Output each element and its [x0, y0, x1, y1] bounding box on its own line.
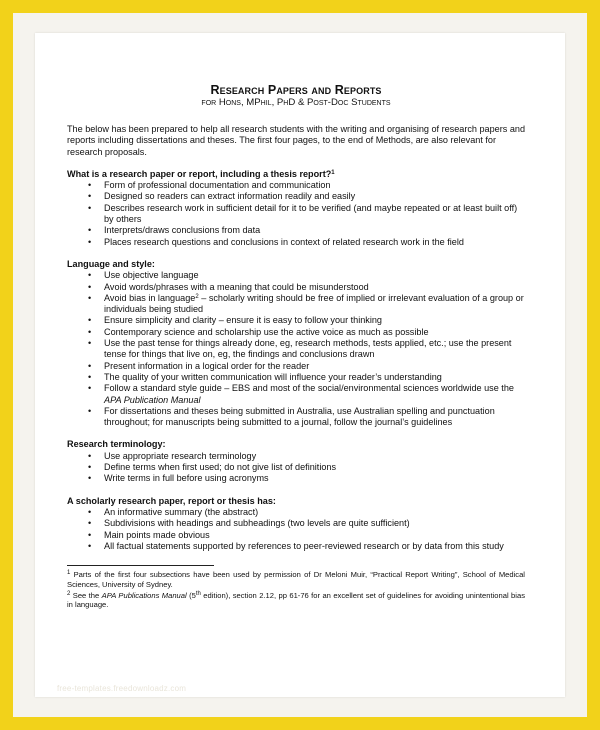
- bullet-list: [67, 507, 525, 552]
- list-item-text: Use objective language: [104, 270, 199, 281]
- footnote-text: (5: [186, 590, 196, 600]
- list-item-text: Interprets/draws conclusions from data: [104, 225, 261, 236]
- italic-title: APA Publications Manual: [101, 590, 187, 600]
- bullet-list: [67, 180, 525, 248]
- list-item: [67, 237, 525, 248]
- list-item-text: Contemporary science and scholarship use the active voice as much as possible: [104, 326, 429, 337]
- list-item-text: Use the past tense for things already done, eg, research methods, tests applied, etc.; use the present tense for things that live on, eg, the findings and conclusions drawn: [104, 338, 512, 360]
- intro-paragraph: The below has been prepared to help all research students with the writing and organising of research papers and reports including dissertations and theses. The first four pages, to the end of Methods, are also relevant for research proposals.: [67, 124, 525, 157]
- footnote-mark: 1: [67, 570, 71, 577]
- document-subtitle: for Hons, MPhil, PhD & Post-Doc Students: [201, 97, 391, 108]
- list-item: [67, 327, 525, 338]
- footnote-text: edition), section 2.12, pp 61-76 for an excellent set of guidelines for avoiding unintentional bias in language.: [67, 590, 525, 610]
- document-page: [35, 33, 565, 697]
- list-item: [67, 293, 525, 316]
- section-heading: [67, 496, 525, 507]
- footnote-ref: 1: [331, 169, 335, 176]
- list-item: [67, 282, 525, 293]
- footnote-ref: 2: [195, 293, 199, 300]
- list-item-text: Places research questions and conclusions in context of related research work in the field: [104, 236, 464, 247]
- list-item: [67, 180, 525, 191]
- list-item-text: Follow a standard style guide – EBS and most of the social/environmental sciences worldwide use the: [104, 383, 514, 394]
- document-content: [67, 83, 525, 612]
- section-heading: [67, 169, 525, 180]
- watermark-text: free-templates.freedownloadz.com: [57, 684, 187, 693]
- list-item: [67, 383, 525, 406]
- list-item-text: All factual statements supported by references to peer-reviewed research or by data from this study: [104, 540, 504, 551]
- footnote-mark: 2: [67, 590, 71, 597]
- sections-container: [67, 169, 525, 552]
- section-heading-text: What is a research paper or report, including a thesis report?: [67, 168, 332, 179]
- list-item-text: Define terms when first used; do not give list of definitions: [104, 462, 337, 473]
- list-item: [67, 530, 525, 541]
- ordinal-suffix: th: [195, 590, 201, 597]
- list-item-text: An informative summary (the abstract): [104, 506, 259, 517]
- list-item: [67, 451, 525, 462]
- list-item: [67, 507, 525, 518]
- bullet-list: [67, 270, 525, 428]
- list-item: [67, 473, 525, 484]
- footnote-text: Parts of the first four subsections have been used by permission of Dr Meloni Muir, “Practical Report Writing”, School of Medical Sciences, University of Sydney.: [67, 570, 525, 589]
- italic-title: APA Publication Manual: [104, 394, 201, 405]
- list-item-text: – scholarly writing should be free of implied or irrelevant evaluation of a group or individuals being studied: [104, 292, 524, 315]
- bullet-list: [67, 451, 525, 485]
- document-title: Research Papers and Reports: [210, 83, 382, 97]
- list-item: [67, 372, 525, 383]
- list-item: [67, 203, 525, 226]
- list-item: [67, 518, 525, 529]
- section-heading: [67, 259, 525, 270]
- list-item: [67, 462, 525, 473]
- footnote: [67, 570, 525, 589]
- list-item: [67, 270, 525, 281]
- list-item-text: Form of professional documentation and communication: [104, 180, 331, 191]
- footnote-text: See the: [70, 590, 102, 600]
- list-item: [67, 338, 525, 361]
- list-item-text: Main points made obvious: [104, 529, 210, 540]
- list-item-text: Ensure simplicity and clarity – ensure it is easy to follow your thinking: [104, 315, 382, 326]
- list-item: [67, 191, 525, 202]
- list-item-text: Describes research work in sufficient detail for it to be verified (and maybe repeated or at least built off) by others: [104, 202, 518, 225]
- footnote-divider: [67, 565, 214, 566]
- list-item-text: Subdivisions with headings and subheadings (two levels are quite sufficient): [104, 518, 410, 529]
- list-item: [67, 541, 525, 552]
- list-item-text: Designed so readers can extract information readily and easily: [104, 191, 356, 202]
- list-item: [67, 361, 525, 372]
- document-frame: [13, 13, 587, 717]
- section-heading-text: A scholarly research paper, report or thesis has:: [67, 495, 276, 506]
- footnotes-container: [67, 570, 525, 610]
- section-heading: [67, 439, 525, 450]
- section-heading-text: Research terminology:: [67, 439, 166, 450]
- list-item-text: The quality of your written communication will influence your reader’s understanding: [104, 371, 442, 382]
- list-item-text: Avoid words/phrases with a meaning that could be misunderstood: [104, 281, 369, 292]
- list-item: [67, 225, 525, 236]
- section-heading-text: Language and style:: [67, 258, 155, 269]
- footnote: [67, 591, 525, 610]
- list-item-text: Present information in a logical order for the reader: [104, 360, 310, 371]
- list-item-text: Write terms in full before using acronyms: [104, 473, 269, 484]
- list-item: [67, 315, 525, 326]
- list-item-text: Avoid bias in language: [104, 292, 196, 303]
- list-item-text: Use appropriate research terminology: [104, 450, 257, 461]
- list-item-text: For dissertations and theses being submitted in Australia, use Australian spelling and punctuation throughout; for manuscripts being submitted to a journal, follow the journal’s guidelines: [104, 405, 495, 428]
- list-item: [67, 406, 525, 429]
